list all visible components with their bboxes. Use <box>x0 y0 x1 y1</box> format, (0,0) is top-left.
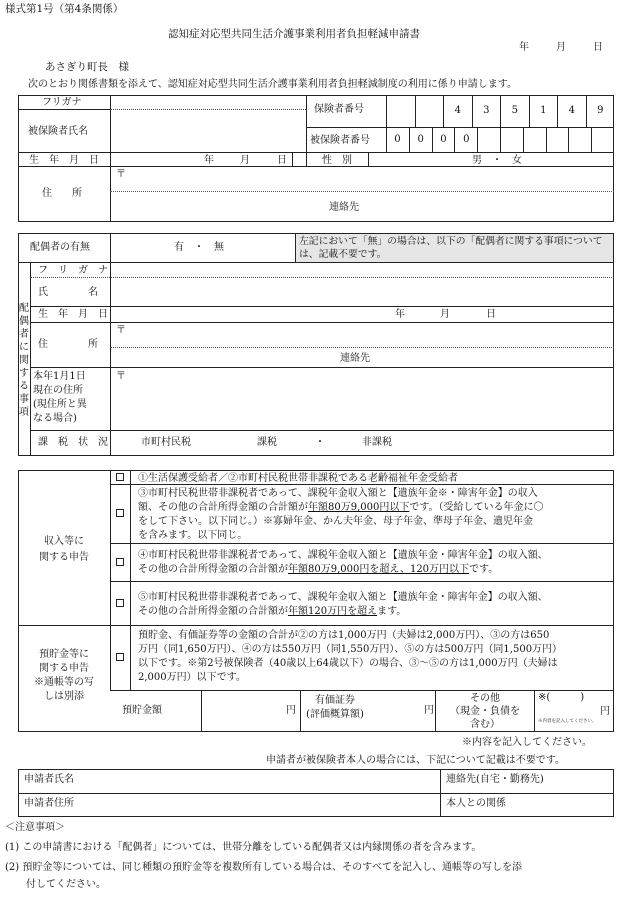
tax-separator: ・ <box>315 437 325 448</box>
contact-label: 連絡先 <box>329 202 359 213</box>
income-label: 収入等に 関する申告 <box>39 536 89 563</box>
birth-day-label: 日 <box>277 155 287 166</box>
spouse-birth-year: 年 <box>395 309 405 320</box>
note-2-cont: 付してください。 <box>26 879 106 890</box>
option-1-checkbox[interactable] <box>116 473 124 481</box>
spouse-side-char: 関 <box>19 355 29 366</box>
insurer-digit-cell[interactable]: 4 <box>443 95 472 127</box>
insured-digit-cell[interactable] <box>591 127 614 152</box>
insured-digit-cell[interactable]: 0 <box>409 127 432 152</box>
insured-digit-cell[interactable]: 0 <box>454 127 477 152</box>
insurer-digit-cell[interactable]: 3 <box>472 95 501 127</box>
spouse-birth-label: 生 年 月 日 <box>38 309 108 320</box>
proxy-name-label: 申請者氏名 <box>24 774 74 785</box>
insured-digit-cell[interactable] <box>523 127 546 152</box>
spouse-side-char: 者 <box>19 329 29 340</box>
birthdate-label: 生 年 月 日 <box>29 155 99 166</box>
other-note-mark[interactable]: ※( ) <box>538 692 585 703</box>
proxy-contact-label: 連絡先(自宅・勤務先) <box>446 774 544 785</box>
insured-digit-cell[interactable]: 0 <box>432 127 455 152</box>
deposit-yen: 円 <box>286 705 296 716</box>
insured-name-field[interactable] <box>112 112 304 150</box>
insured-digit-cell[interactable] <box>500 127 523 152</box>
form-title: 認知症対応型共同生活介護事業利用者負担軽減申請書 <box>168 28 420 40</box>
address-label: 住 所 <box>42 188 82 199</box>
savings-text: 預貯金、有価証券等の金額の合計が②の方は1,000万円（夫婦は2,000万円）、③の方は650 万円（同1,650万円）、④の方は550万円（同1,550万円）、⑤の方は500万円（同1,500万円） 以下です。※第2号被保険者（40歳以上64歳以下）の場合、③～⑤の方は1,000万円（夫婦は 2,000万円）以下です。 <box>138 630 563 683</box>
spouse-address-label: 住 所 <box>38 339 98 350</box>
insurer-digit-cell[interactable]: 4 <box>557 95 586 127</box>
form-number: 様式第1号（第4条関係） <box>5 3 124 15</box>
spouse-side-char: 項 <box>19 407 29 418</box>
insurer-digit-cell[interactable] <box>386 95 415 127</box>
option-5-checkbox[interactable] <box>116 599 124 607</box>
spouse-side-char: る <box>19 381 29 392</box>
savings-label: 預貯金等に 関する申告 ※通帳等の写 しは別添 <box>34 649 94 702</box>
other-note-small: ※内容を記入してください。 <box>538 719 597 724</box>
savings-checkbox[interactable] <box>116 653 124 661</box>
spouse-furigana-label: フ リ ガ ナ <box>38 265 108 276</box>
addressee: あさぎり町長 様 <box>45 61 129 73</box>
spouse-side-char: に <box>19 342 29 353</box>
option-3-text: ③市町村民税世帯非課税者であって、課税年金収入額と【遺族年金※・障害年金】の収入 額、その他の合計所得金額の合計額が年額80万9,000円以下です。（受給している年金に〇 をして下さい。以下同じ。）※寡婦年金、かん夫年金、母子年金、準母子年金、遺児年金 を含みます。以下同じ。 <box>138 488 544 541</box>
tax-status-label: 課 税 状 況 <box>38 437 108 448</box>
spouse-name-label: 氏 名 <box>38 287 98 298</box>
insured-number-label: 被保険者番号 <box>310 135 370 146</box>
insured-digit-cell[interactable]: 0 <box>394 134 401 145</box>
spouse-note: 左記において「無」の場合は、以下の「配偶者に関する事項については、記載不要です。 <box>299 236 603 260</box>
other-yen: 円 <box>600 706 610 717</box>
option-3-checkbox[interactable] <box>116 509 124 517</box>
option-1-text: ①生活保護受給者／②市町村民税世帯非課税である老齢福祉年金受給者 <box>138 473 458 484</box>
deposit-amount-field[interactable] <box>205 694 275 728</box>
sex-options[interactable]: 男 ・ 女 <box>472 155 522 166</box>
furigana-label: フリガナ <box>42 97 82 108</box>
option-4-checkbox[interactable] <box>116 558 124 566</box>
option-4-text: ④市町村民税世帯非課税者であって、課税年金収入額と【遺族年金・障害年金】の収入額、 その他の合計所得金額の合計額が年額80万9,000円を超え、120万円以下です。 <box>138 550 548 575</box>
insured-digit-cell[interactable] <box>546 127 569 152</box>
notes-heading: ＜注意事項＞ <box>5 822 65 833</box>
proxy-note: 申請者が被保険者本人の場合には、下記について記載は不要です。 <box>266 755 565 766</box>
deposit-label: 預貯金額 <box>122 705 162 716</box>
insurer-number-label: 保険者番号 <box>314 104 364 115</box>
spouse-postal-mark: 〒 <box>116 325 126 336</box>
date-month-label: 月 <box>556 42 566 53</box>
insured-digit-cell[interactable] <box>568 127 591 152</box>
date-year-label: 年 <box>519 42 529 53</box>
birth-year-label: 年 <box>204 155 214 166</box>
spouse-side-char: す <box>19 368 29 379</box>
spouse-side-char: 配 <box>19 303 29 314</box>
securities-label: 有価証券 (評価概算額) <box>306 695 364 720</box>
spouse-prev-postal-mark: 〒 <box>116 371 126 382</box>
intro-text: 次のとおり関係書類を添えて、認知症対応型共同生活介護事業利用者負担軽減制度の利用に係り申請します。 <box>28 79 517 90</box>
proxy-name-field[interactable] <box>90 771 435 791</box>
other-label: その他 （現金・負債を 含む） <box>450 693 520 730</box>
proxy-relation-label: 本人との関係 <box>446 798 506 809</box>
date-day-label: 日 <box>593 42 603 53</box>
insured-name-label: 被保険者氏名 <box>28 126 88 137</box>
sex-label: 性 別 <box>322 155 352 166</box>
spouse-birth-day: 日 <box>486 309 496 320</box>
spouse-side-label <box>18 302 30 419</box>
spouse-side-char: 事 <box>19 394 29 405</box>
insured-digit-cell[interactable] <box>477 127 500 152</box>
securities-yen: 円 <box>424 705 434 716</box>
spouse-exists-options[interactable]: 有 ・ 無 <box>174 242 224 253</box>
note-fill-in: ※内容を記入してください。 <box>462 737 592 748</box>
insurer-digit-cell[interactable]: 5 <box>500 95 529 127</box>
postal-mark: 〒 <box>116 169 126 180</box>
proxy-address-field[interactable] <box>90 795 435 815</box>
option-5-text: ⑤市町村民税世帯非課税者であって、課税年金収入額と【遺族年金・障害年金】の収入額、 その他の合計所得金額の合計額が年額120万円を超えます。 <box>138 592 548 617</box>
securities-amount-field[interactable] <box>372 694 422 728</box>
spouse-birth-month: 月 <box>440 309 450 320</box>
birth-month-label: 月 <box>240 155 250 166</box>
note-1: (1) この申請書における「配偶者」については、世帯分離をしている配偶者又は内縁関係の者を含みます。 <box>5 842 482 853</box>
insurer-digit-cell[interactable] <box>415 95 444 127</box>
note-2: (2) 預貯金等については、同じ種類の預貯金等を複数所有している場合は、そのすべてを記入し、通帳等の写しを添 <box>5 862 522 873</box>
spouse-prev-address-label: 本年1月1日 現在の住所 (現住所と異 なる場合) <box>33 371 87 424</box>
proxy-address-label: 申請者住所 <box>24 798 74 809</box>
spouse-exists-label: 配偶者の有無 <box>30 242 90 253</box>
spouse-side-char: 偶 <box>19 316 29 327</box>
tax-taxed-option[interactable]: 課税 <box>257 437 277 448</box>
tax-nontaxed-option[interactable]: 非課税 <box>362 437 392 448</box>
spouse-contact-label: 連絡先 <box>340 353 370 364</box>
insurer-digit-cell[interactable]: 9 <box>586 95 615 127</box>
tax-city-label: 市町村民税 <box>141 437 191 448</box>
insurer-digit-cell[interactable]: 1 <box>529 95 558 127</box>
